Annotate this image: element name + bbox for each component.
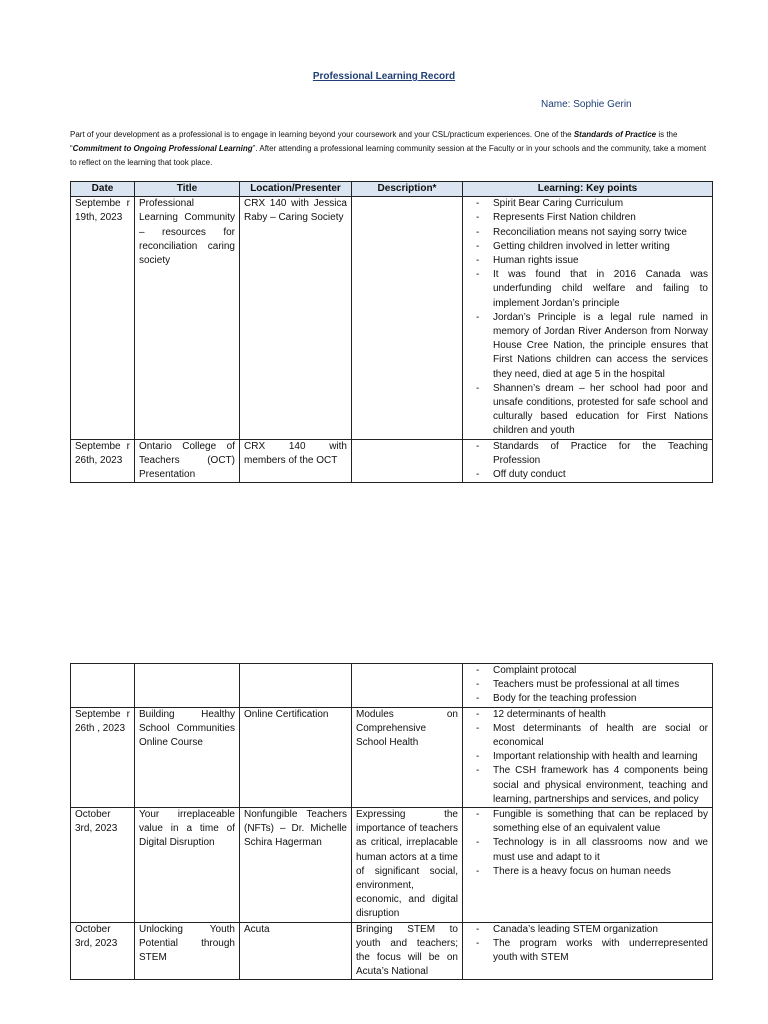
table-row — [71, 808, 713, 923]
key-point-item: - Canada’s leading STEM organization — [467, 923, 708, 937]
intro-text-3: ”. After attending a professional learning community session at the Faculty or in your schools and the community, take a moment to reflect on the learning that took place. — [70, 144, 707, 167]
row-date: October 3rd, 2023 — [71, 922, 135, 980]
table-row — [71, 707, 713, 807]
row-title: Professional Learning Community – resources for reconciliation caring society — [135, 197, 240, 439]
row-location-presenter: CRX 140 with Jessica Raby – Caring Society — [240, 197, 352, 439]
row-key-points — [463, 664, 713, 708]
key-point-item: - Fungible is something that can be replaced by something else of an equivalent value — [467, 808, 708, 836]
key-point-item: - There is a heavy focus on human needs — [467, 865, 708, 879]
row-key-points — [463, 439, 713, 483]
row-title: Unlocking Youth Potential through STEM — [135, 922, 240, 980]
key-point-item: - Reconciliation means not saying sorry twice — [467, 226, 708, 240]
key-point-item: - Teachers must be professional at all times — [467, 678, 708, 692]
key-point-item: - Standards of Practice for the Teaching Profession — [467, 440, 708, 468]
row-title: Ontario College of Teachers (OCT) Presentation — [135, 439, 240, 483]
key-points-list — [467, 808, 708, 879]
row-description — [352, 197, 463, 439]
intro-emphasis-1: Standards of Practice — [573, 130, 657, 139]
row-description: Bringing STEM to youth and teachers; the focus will be on Acuta’s National — [352, 922, 463, 980]
key-point-item: - Spirit Bear Caring Curriculum — [467, 197, 708, 211]
row-key-points — [463, 808, 713, 923]
intro-text-2: is the “ — [70, 130, 678, 153]
intro-text-1: Part of your development as a professional is to engage in learning beyond your coursework and your CSL/practicum experiences. One of the — [70, 130, 574, 139]
row-description — [352, 439, 463, 483]
header-key-points: Learning: Key points — [463, 182, 713, 197]
row-key-points — [463, 922, 713, 980]
key-point-item: - The CSH framework has 4 components being social and physical environment, teaching and learning, partnerships and services, and policy — [467, 764, 708, 807]
row-location-presenter: Acuta — [240, 922, 352, 980]
key-point-item: - Represents First Nation children — [467, 211, 708, 225]
row-date — [71, 664, 135, 708]
intro-paragraph — [70, 128, 710, 170]
row-title — [135, 664, 240, 708]
key-points-list — [467, 708, 708, 807]
key-point-item: - Complaint protocal — [467, 664, 708, 678]
key-point-item: - 12 determinants of health — [467, 708, 708, 722]
row-date: Septembe r 19th, 2023 — [71, 197, 135, 439]
intro-emphasis-2: Commitment to Ongoing Professional Learning — [72, 144, 253, 153]
table-header-row — [71, 182, 713, 197]
row-description — [352, 664, 463, 708]
row-date: Septembe r 26th, 2023 — [71, 439, 135, 483]
key-point-item: - It was found that in 2016 Canada was underfunding child welfare and failing to implement Jordan’s principle — [467, 268, 708, 311]
key-points-list — [467, 440, 708, 483]
row-title: Building Healthy School Communities Online Course — [135, 707, 240, 807]
table-row — [71, 439, 713, 483]
key-point-item: - Human rights issue — [467, 254, 708, 268]
table-row — [71, 922, 713, 980]
row-title: Your irreplaceable value in a time of Digital Disruption — [135, 808, 240, 923]
page-title: Professional Learning Record — [312, 71, 456, 82]
row-key-points — [463, 197, 713, 439]
key-points-list — [467, 664, 708, 707]
key-point-item: - Most determinants of health are social or economical — [467, 722, 708, 750]
table-row — [71, 197, 713, 439]
key-point-item: - Getting children involved in letter writing — [467, 240, 708, 254]
row-description: Expressing the importance of teachers as critical, irreplacable human actors at a time of significant social, environment, economic, and digital disruption — [352, 808, 463, 923]
row-location-presenter: Nonfungible Teachers (NFTs) – Dr. Michelle Schira Hagerman — [240, 808, 352, 923]
row-location-presenter: Online Certification — [240, 707, 352, 807]
key-points-list — [467, 197, 708, 438]
key-point-item: - Off duty conduct — [467, 468, 708, 482]
row-date: October 3rd, 2023 — [71, 808, 135, 923]
key-point-item: - Jordan’s Principle is a legal rule named in memory of Jordan River Anderson from Norway House Cree Nation, the principle ensures that First Nations children can access the services they need, died at age 5 in the hospital — [467, 311, 708, 382]
key-points-list — [467, 923, 708, 966]
header-description: Description* — [352, 182, 463, 197]
key-point-item: - Shannen’s dream – her school had poor and unsafe conditions, protested for safe school and culturally based education for First Nations children and youth — [467, 382, 708, 439]
row-description: Modules on Comprehensive School Health — [352, 707, 463, 807]
header-location-presenter: Location/Presenter — [240, 182, 352, 197]
header-title: Title — [135, 182, 240, 197]
header-date: Date — [71, 182, 135, 197]
key-point-item: - The program works with underrepresented youth with STEM — [467, 937, 708, 965]
table-row — [71, 664, 713, 708]
key-point-item: - Body for the teaching profession — [467, 692, 708, 706]
row-location-presenter — [240, 664, 352, 708]
learning-record-table-page-1 — [70, 181, 713, 483]
row-date: Septembe r 26th , 2023 — [71, 707, 135, 807]
row-location-presenter: CRX 140 with members of the OCT — [240, 439, 352, 483]
table-body-page-1 — [71, 197, 713, 483]
key-point-item: - Important relationship with health and learning — [467, 750, 708, 764]
row-key-points — [463, 707, 713, 807]
key-point-item: - Technology is in all classrooms now and we must use and adapt to it — [467, 836, 708, 864]
table-body-page-2 — [71, 664, 713, 980]
learning-record-table-page-2 — [70, 663, 713, 980]
student-name: Name: Sophie Gerin — [541, 99, 632, 110]
